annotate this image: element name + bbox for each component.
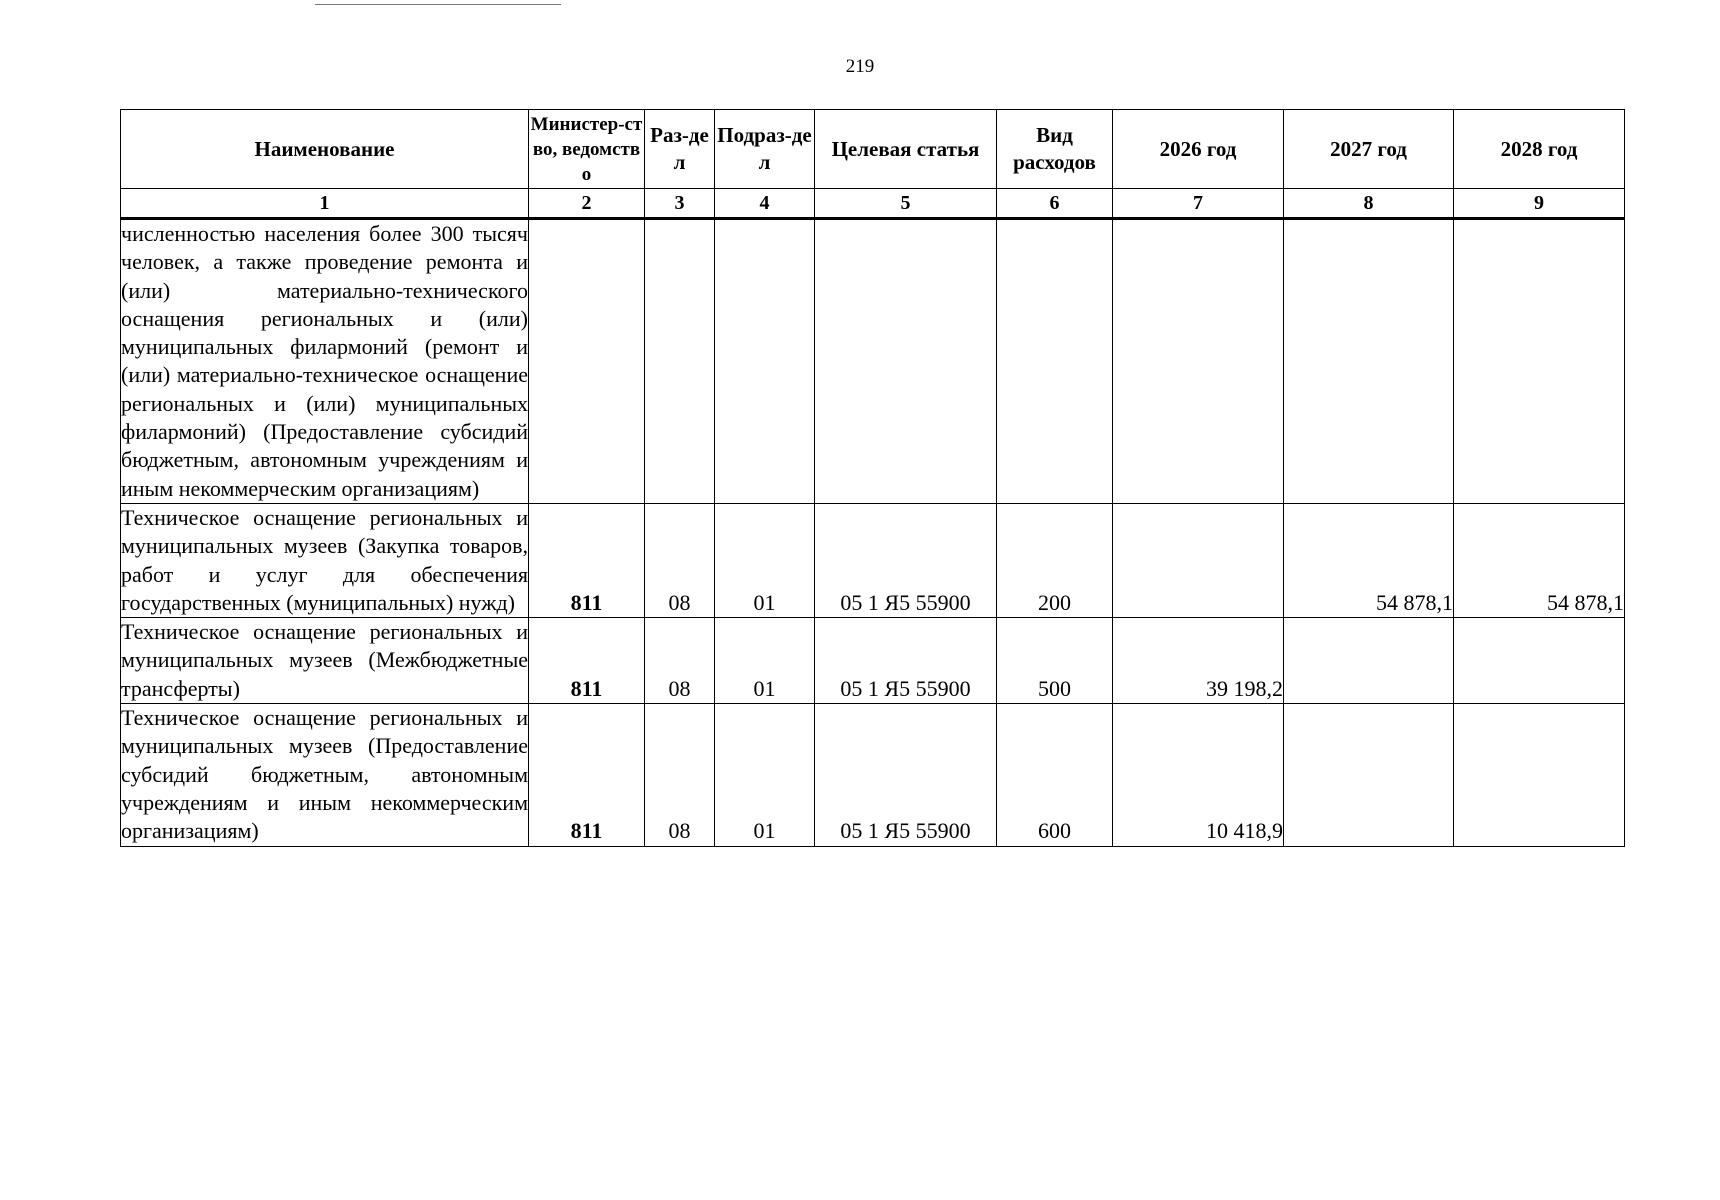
header-name: Наименование: [121, 110, 529, 189]
row-year-2028: [1454, 618, 1625, 704]
row-year-2027: 54 878,1: [1284, 503, 1454, 617]
header-year-2028: 2028 год: [1454, 110, 1625, 189]
row-section: 08: [645, 503, 715, 617]
row-section: 08: [645, 704, 715, 846]
row-year-2028: [1454, 704, 1625, 846]
row-subsection: 01: [715, 704, 815, 846]
header-ministry: Министер-ство, ведомство: [529, 110, 645, 189]
row-section: 08: [645, 618, 715, 704]
row-year-2027: [1284, 618, 1454, 704]
header-section: Раз-дел: [645, 110, 715, 189]
table-row: [121, 219, 1625, 504]
column-number: 6: [997, 189, 1113, 219]
row-ministry: 811: [529, 503, 645, 617]
header-year-2027: 2027 год: [1284, 110, 1454, 189]
row-expense-type: 500: [997, 618, 1113, 704]
column-number: 1: [121, 189, 529, 219]
column-number: 8: [1284, 189, 1454, 219]
column-number: 4: [715, 189, 815, 219]
header-expense-type: Вид расходов: [997, 110, 1113, 189]
budget-table: [120, 109, 1625, 847]
column-number: 7: [1113, 189, 1284, 219]
row-year-2026: [1113, 503, 1284, 617]
header-row: [121, 110, 1625, 189]
row-year-2028: [1454, 219, 1625, 504]
row-subsection: 01: [715, 503, 815, 617]
row-name: Техническое оснащение региональных и муниципальных музеев (Межбюджетные трансферты): [121, 618, 529, 704]
row-name: Техническое оснащение региональных и муниципальных музеев (Закупка товаров, работ и услуг для обеспечения государственных (муниципальных) нужд): [121, 503, 529, 617]
column-number-row: [121, 189, 1625, 219]
row-expense-type: [997, 219, 1113, 504]
row-year-2026: 10 418,9: [1113, 704, 1284, 846]
table-row: [121, 618, 1625, 704]
column-number: 5: [815, 189, 997, 219]
column-number: 2: [529, 189, 645, 219]
row-target-article: 05 1 Я5 55900: [815, 618, 997, 704]
row-expense-type: 600: [997, 704, 1113, 846]
page-number: 219: [845, 56, 875, 77]
row-name: численностью населения более 300 тысяч человек, а также проведение ремонта и (или) материально-технического оснащения региональных и (или) муниципальных филармоний (ремонт и (или) материально-техническое оснащение региональных и (или) муниципальных филармоний) (Предоставление субсидий бюджетным, автономным учреждениям и иным некоммерческим организациям): [121, 219, 529, 504]
row-expense-type: 200: [997, 503, 1113, 617]
row-target-article: 05 1 Я5 55900: [815, 503, 997, 617]
row-target-article: [815, 219, 997, 504]
top-rule: [315, 4, 561, 5]
row-ministry: 811: [529, 704, 645, 846]
row-section: [645, 219, 715, 504]
table-row: [121, 503, 1625, 617]
table-row: [121, 704, 1625, 846]
row-subsection: [715, 219, 815, 504]
row-ministry: 811: [529, 618, 645, 704]
header-subsection: Подраз-дел: [715, 110, 815, 189]
column-number: 9: [1454, 189, 1625, 219]
row-year-2026: [1113, 219, 1284, 504]
header-year-2026: 2026 год: [1113, 110, 1284, 189]
row-target-article: 05 1 Я5 55900: [815, 704, 997, 846]
header-target-article: Целевая статья: [815, 110, 997, 189]
row-name: Техническое оснащение региональных и муниципальных музеев (Предоставление субсидий бюджетным, автономным учреждениям и иным некоммерческим организациям): [121, 704, 529, 846]
row-year-2026: 39 198,2: [1113, 618, 1284, 704]
row-year-2027: [1284, 219, 1454, 504]
row-year-2028: 54 878,1: [1454, 503, 1625, 617]
row-ministry: [529, 219, 645, 504]
column-number: 3: [645, 189, 715, 219]
row-subsection: 01: [715, 618, 815, 704]
row-year-2027: [1284, 704, 1454, 846]
